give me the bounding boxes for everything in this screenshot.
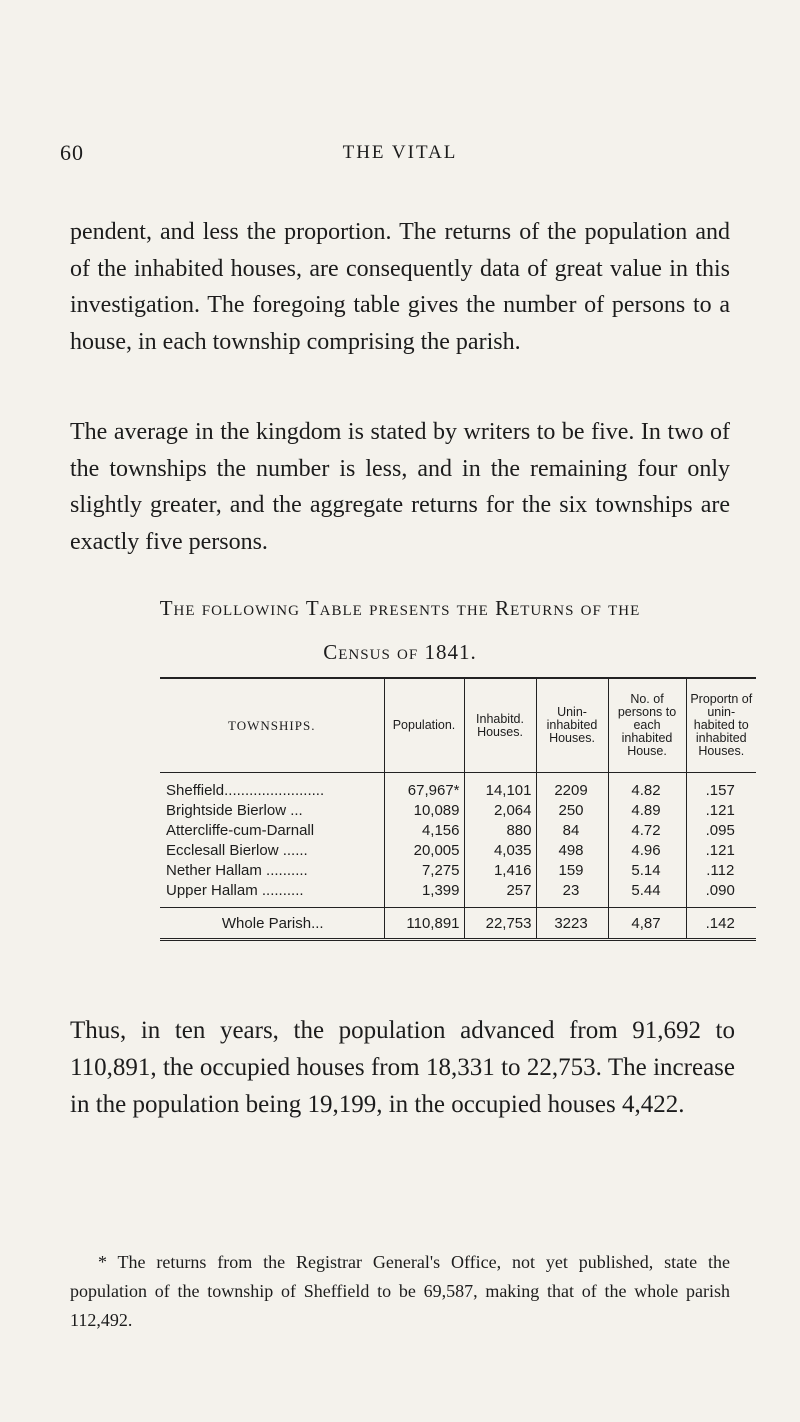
table-row — [160, 841, 756, 861]
population-cell: 1,399 — [384, 881, 464, 908]
table-row — [160, 773, 756, 802]
table-total-row — [160, 908, 756, 939]
total-label-cell: Whole Parish... — [160, 908, 384, 939]
township-cell: Attercliffe-cum-Darnall — [166, 822, 315, 839]
page-number: 60 — [60, 140, 84, 165]
township-cell: Nether Hallam .......... — [166, 862, 308, 879]
uninhabited-cell: 2209 — [536, 773, 608, 802]
col-header-proportion: Proportn of unin- habited to inhabited Houses. — [686, 679, 756, 773]
persons-cell: 4.72 — [608, 821, 686, 841]
township-cell: Brightside Bierlow ... — [166, 802, 303, 819]
footnote: * The returns from the Registrar General's Office, not yet published, state the population of the township of Sheffield to be 69,587, making that of the whole parish 112,492. — [70, 1252, 730, 1330]
uninhabited-cell: 159 — [536, 861, 608, 881]
total-proportion-cell: .142 — [686, 908, 756, 939]
total-inhabited-cell: 22,753 — [464, 908, 536, 939]
uninhabited-cell: 498 — [536, 841, 608, 861]
uninhabited-cell: 250 — [536, 801, 608, 821]
population-cell: 4,156 — [384, 821, 464, 841]
table-row — [160, 801, 756, 821]
persons-cell: 5.44 — [608, 881, 686, 908]
inhabited-cell: 2,064 — [464, 801, 536, 821]
table-caption-line-2: Census of 1841. — [323, 640, 477, 664]
census-table — [160, 677, 756, 941]
paragraph-3: Thus, in ten years, the population advanced from 91,692 to 110,891, the occupied houses from 18,331 to 22,753. The increase in the population being 19,199, in the occupied houses 4,422. — [70, 1017, 735, 1118]
col-header-uninhabited: Unin- inhabited Houses. — [536, 679, 608, 773]
uninhabited-cell: 23 — [536, 881, 608, 908]
inhabited-cell: 14,101 — [464, 773, 536, 802]
inhabited-cell: 4,035 — [464, 841, 536, 861]
proportion-cell: .090 — [686, 881, 756, 908]
running-title: THE VITAL — [342, 142, 458, 163]
col-header-townships: TOWNSHIPS. — [160, 679, 384, 773]
population-cell: 67,967* — [384, 773, 464, 802]
col-header-inhabited: Inhabitd. Houses. — [464, 679, 536, 773]
table-header-row — [160, 679, 756, 773]
persons-cell: 4.89 — [608, 801, 686, 821]
population-cell: 20,005 — [384, 841, 464, 861]
inhabited-cell: 257 — [464, 881, 536, 908]
page-header — [60, 140, 740, 180]
table-row — [160, 821, 756, 841]
township-cell: Sheffield........................ — [166, 782, 325, 799]
col-header-persons-per-house: No. of persons to each inhabited House. — [608, 679, 686, 773]
total-uninhabited-cell: 3223 — [536, 908, 608, 939]
proportion-cell: .121 — [686, 801, 756, 821]
persons-cell: 4.96 — [608, 841, 686, 861]
paragraph-2: The average in the kingdom is stated by writers to be five. In two of the townships the number is less, and in the remaining four only slightly greater, and the aggregate returns for the six townships are exactly five persons. — [70, 419, 730, 555]
table-caption-line-1: The following Table presents the Returns of the — [159, 596, 641, 620]
table-row — [160, 881, 756, 908]
inhabited-cell: 880 — [464, 821, 536, 841]
paragraph-1: pendent, and less the proportion. The returns of the population and of the inhabited houses, are consequently data of great value in this investigation. The foregoing table gives the number of persons to a house, in each township comprising the parish. — [70, 219, 730, 355]
proportion-cell: .121 — [686, 841, 756, 861]
uninhabited-cell: 84 — [536, 821, 608, 841]
persons-cell: 5.14 — [608, 861, 686, 881]
population-cell: 10,089 — [384, 801, 464, 821]
population-cell: 7,275 — [384, 861, 464, 881]
proportion-cell: .112 — [686, 861, 756, 881]
inhabited-cell: 1,416 — [464, 861, 536, 881]
township-cell: Ecclesall Bierlow ...... — [166, 842, 308, 859]
proportion-cell: .095 — [686, 821, 756, 841]
persons-cell: 4.82 — [608, 773, 686, 802]
total-persons-cell: 4,87 — [608, 908, 686, 939]
table-row — [160, 861, 756, 881]
total-population-cell: 110,891 — [384, 908, 464, 939]
township-cell: Upper Hallam .......... — [166, 882, 304, 899]
col-header-population: Population. — [384, 679, 464, 773]
proportion-cell: .157 — [686, 773, 756, 802]
